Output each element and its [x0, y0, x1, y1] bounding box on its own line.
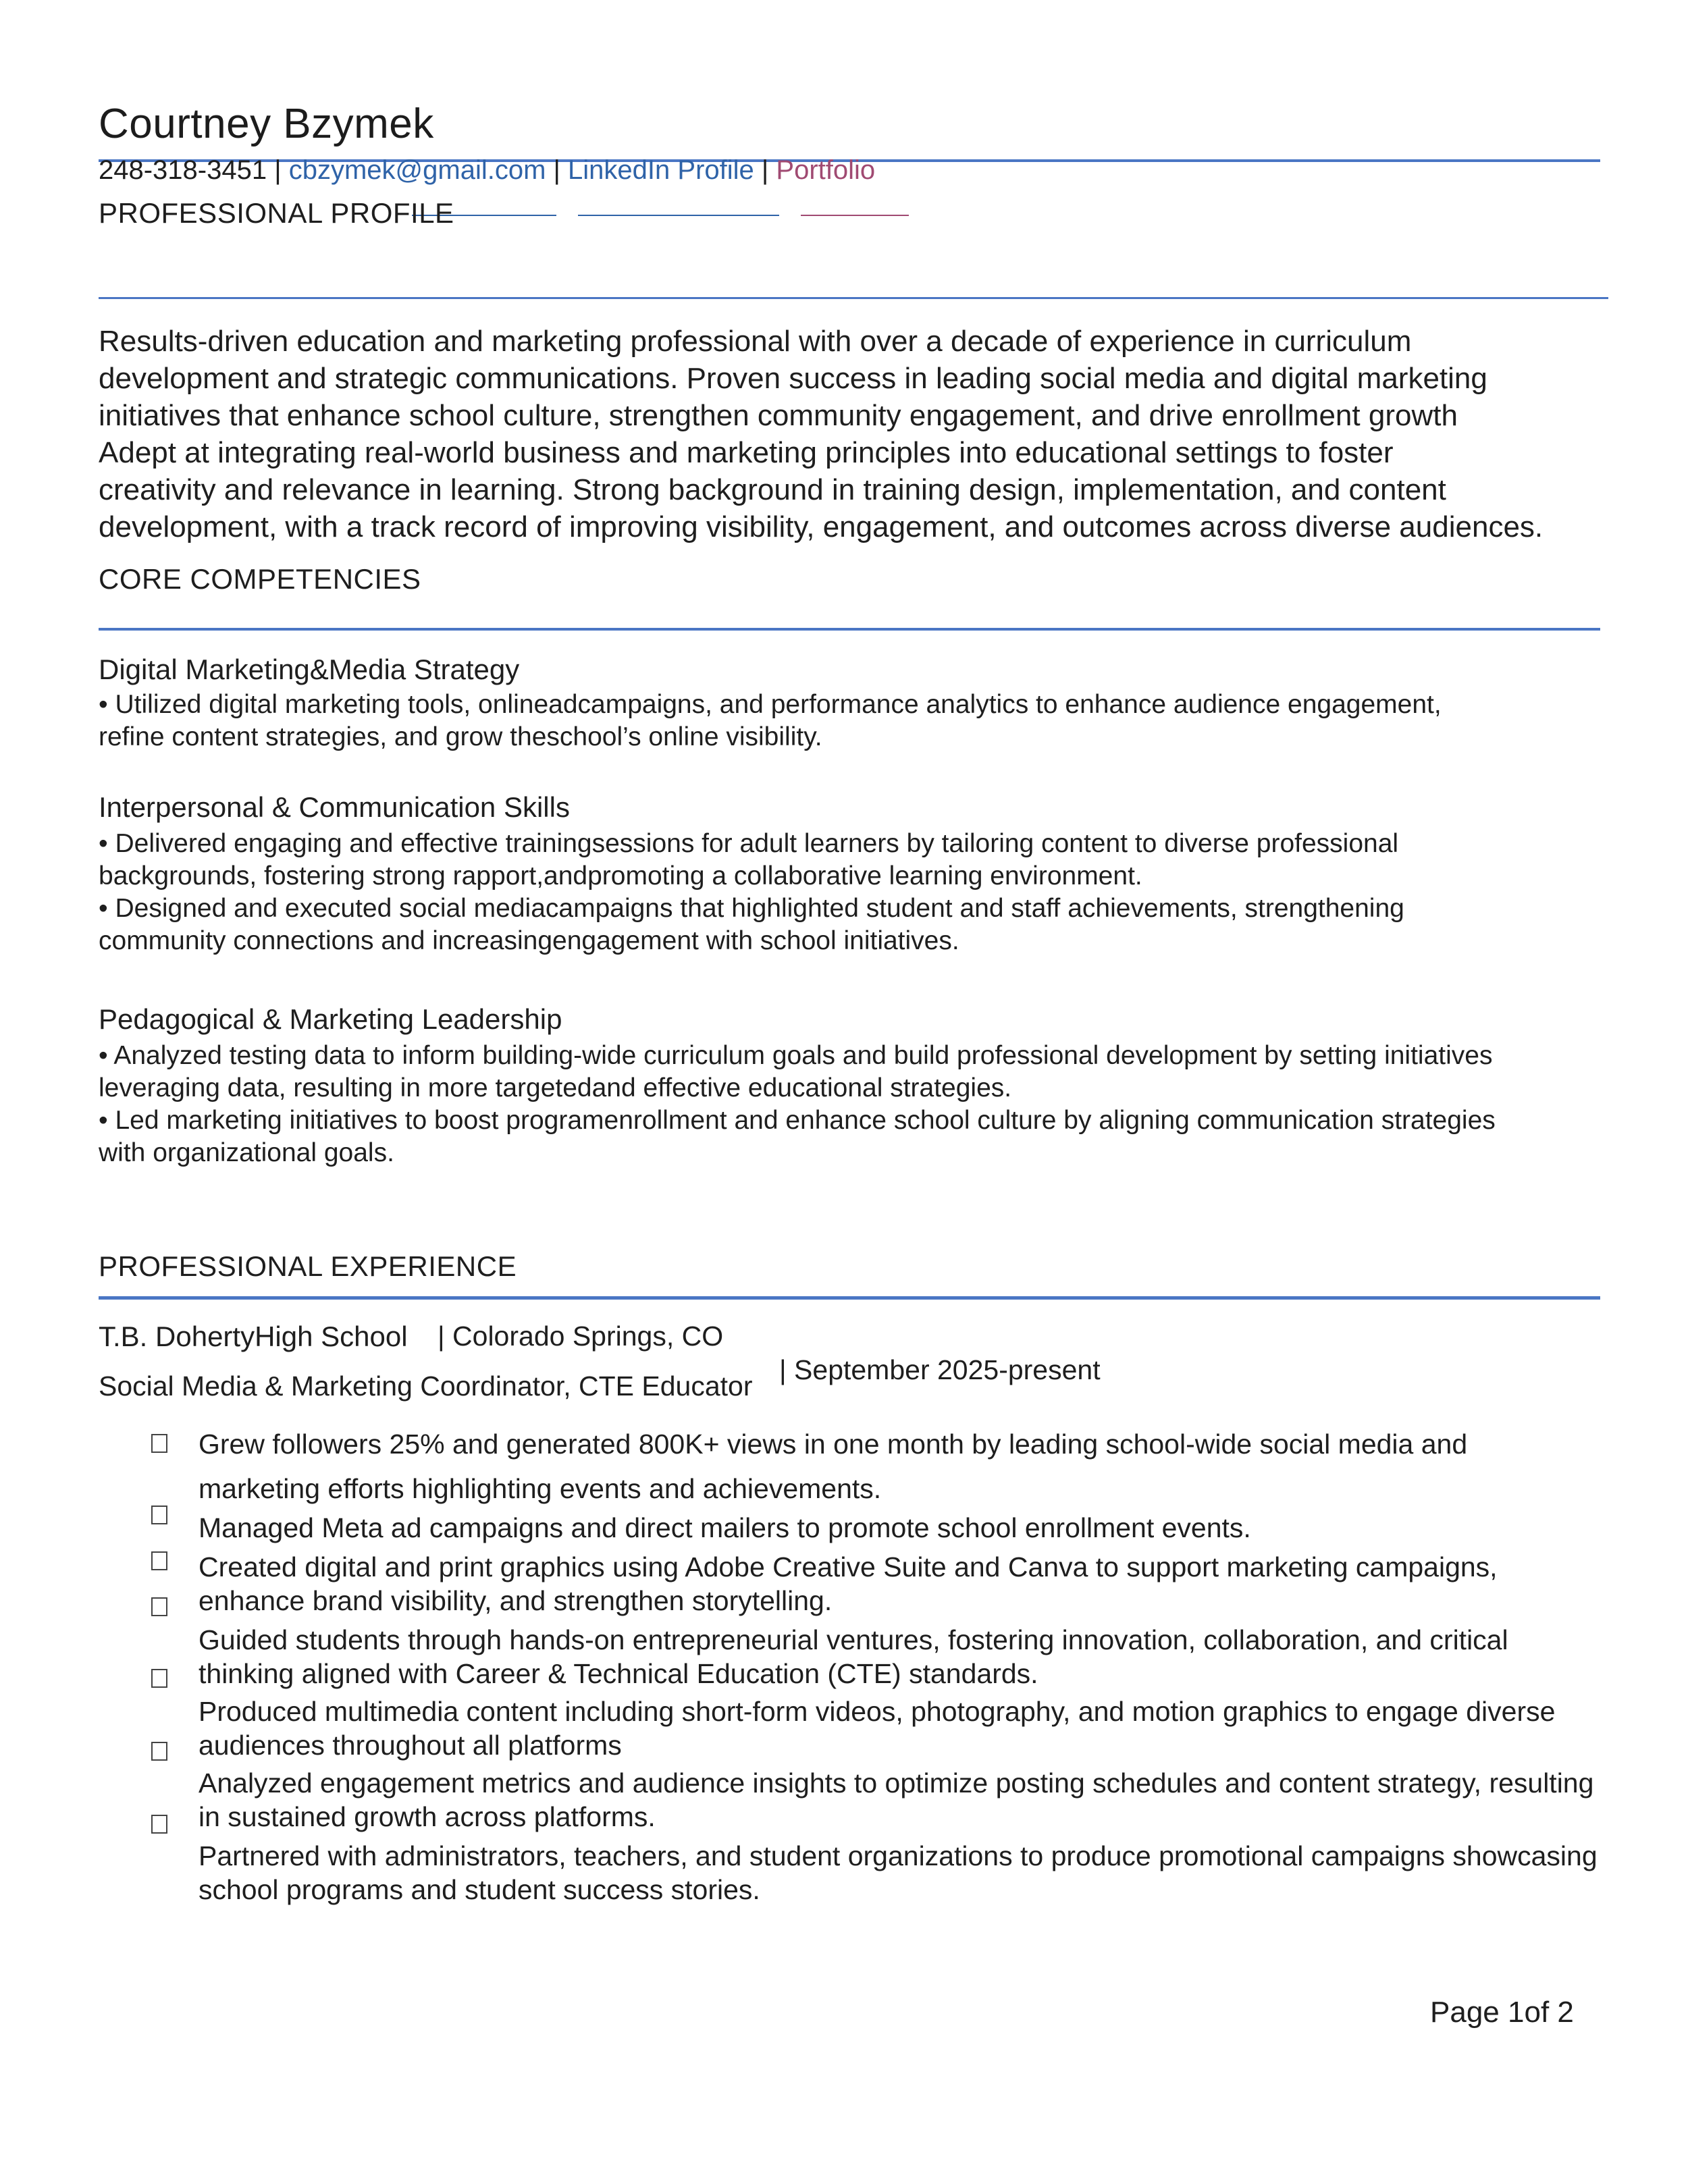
bullet-box-icon [151, 1506, 167, 1524]
competency-body [99, 1040, 1625, 1169]
competency-line: • Designed and executed social mediacampaigns that highlighted student and staff achievements, strengthening [99, 894, 1404, 923]
experience-bullet-line: enhance brand visibility, and strengthen storytelling. [199, 1585, 833, 1616]
page-label: Page [1430, 1996, 1500, 2029]
job-title: Social Media & Marketing Coordinator, CTE Educator [99, 1370, 753, 1402]
profile-line: development, with a track record of improving visibility, engagement, and outcomes across diverse audiences. [99, 510, 1544, 543]
bullet-box-icon [151, 1597, 167, 1616]
experience-bullet-line: thinking aligned with Career & Technical Education (CTE) standards. [199, 1658, 1038, 1689]
competencies-divider [99, 628, 1600, 631]
competency-body [99, 828, 1618, 957]
employer-location: | Colorado Springs, CO [438, 1321, 724, 1352]
competency-line: • Led marketing initiatives to boost programenrollment and enhance school culture by aligning communication strategies [99, 1106, 1496, 1135]
profile-line: initiatives that enhance school culture, strengthen community engagement, and drive enrollment growth [99, 399, 1458, 432]
competency-line: • Utilized digital marketing tools, onlineadcampaigns, and performance analytics to enhance audience engagement, [99, 690, 1442, 719]
profile-divider [99, 297, 1608, 299]
profile-line: development and strategic communications. Proven success in leading social media and digital marketing [99, 362, 1487, 395]
competency-line: leveraging data, resulting in more targetedand effective educational strategies. [99, 1073, 1012, 1102]
profile-line: Adept at integrating real-world business and marketing principles into educational settings to foster [99, 436, 1394, 469]
bullet-box-icon [151, 1742, 167, 1761]
bullet-box-icon [151, 1815, 167, 1834]
competency-line: backgrounds, fostering strong rapport,andpromoting a collaborative learning environment. [99, 861, 1142, 890]
linkedin-link[interactable]: LinkedIn Profile [568, 155, 754, 185]
experience-bullet-line: marketing efforts highlighting events and achievements. [199, 1473, 882, 1504]
experience-divider [99, 1296, 1600, 1300]
profile-heading: PROFESSIONAL PROFILE [99, 197, 454, 229]
competency-line: • Delivered engaging and effective trainingsessions for adult learners by tailoring content to diverse professional [99, 829, 1399, 858]
bullet-box-icon [151, 1551, 167, 1570]
experience-bullet-line: Managed Meta ad campaigns and direct mailers to promote school enrollment events. [199, 1512, 1251, 1543]
experience-heading: PROFESSIONAL EXPERIENCE [99, 1250, 517, 1282]
contact-separator: | [546, 155, 569, 185]
bullet-box-icon [151, 1434, 167, 1453]
experience-bullet-line: Partnered with administrators, teachers, and student organizations to produce promotional campaigns showcasing [199, 1840, 1598, 1871]
experience-bullet-line: Guided students through hands-on entrepreneurial ventures, fostering innovation, collaboration, and critical [199, 1624, 1508, 1655]
employer-name: T.B. DohertyHigh School [99, 1321, 408, 1352]
page-current: 1 [1508, 1996, 1525, 2029]
portfolio-link[interactable]: Portfolio [776, 155, 876, 185]
linkedin-underline [578, 215, 779, 216]
page-total: 2 [1557, 1996, 1574, 2029]
competency-line: • Analyzed testing data to inform building-wide curriculum goals and build professional development by setting initiatives [99, 1041, 1493, 1070]
competencies-heading: CORE COMPETENCIES [99, 563, 421, 595]
profile-paragraph [99, 323, 1618, 545]
competency-title: Digital Marketing&Media Strategy [99, 654, 520, 685]
experience-bullet-line: in sustained growth across platforms. [199, 1801, 656, 1832]
candidate-name: Courtney Bzymek [99, 101, 434, 147]
profile-line: Results-driven education and marketing professional with over a decade of experience in curriculum [99, 325, 1412, 358]
experience-bullet-line: audiences throughout all platforms [199, 1730, 622, 1761]
competency-line: with organizational goals. [99, 1138, 394, 1167]
competency-body [99, 689, 1618, 753]
page-number [1430, 1996, 1574, 2029]
experience-bullet-line: Created digital and print graphics using Adobe Creative Suite and Canva to support marketing campaigns, [199, 1551, 1498, 1582]
experience-bullet-line: Grew followers 25% and generated 800K+ views in one month by leading school-wide social media and [199, 1429, 1468, 1460]
competency-title: Pedagogical & Marketing Leadership [99, 1003, 562, 1035]
experience-bullet-line: Produced multimedia content including short-form videos, photography, and motion graphics to engage diverse [199, 1696, 1556, 1727]
competency-title: Interpersonal & Communication Skills [99, 791, 570, 823]
contact-line [99, 155, 875, 186]
competency-line: community connections and increasingengagement with school initiatives. [99, 926, 959, 955]
job-dates: | September 2025-present [779, 1354, 1101, 1385]
competency-line: refine content strategies, and grow theschool’s online visibility. [99, 722, 822, 751]
email-link[interactable]: cbzymek@gmail.com [288, 155, 546, 185]
phone-number: 248-318-3451 [99, 155, 267, 185]
contact-separator: | [754, 155, 776, 185]
bullet-box-icon [151, 1669, 167, 1688]
page-of-label: of [1524, 1996, 1550, 2029]
experience-bullet-line: Analyzed engagement metrics and audience insights to optimize posting schedules and content strategy, resulting [199, 1767, 1594, 1799]
experience-bullet-line: school programs and student success stories. [199, 1874, 760, 1905]
contact-separator: | [267, 155, 289, 185]
portfolio-underline [801, 215, 909, 216]
profile-line: creativity and relevance in learning. Strong background in training design, implementation, and content [99, 473, 1446, 506]
